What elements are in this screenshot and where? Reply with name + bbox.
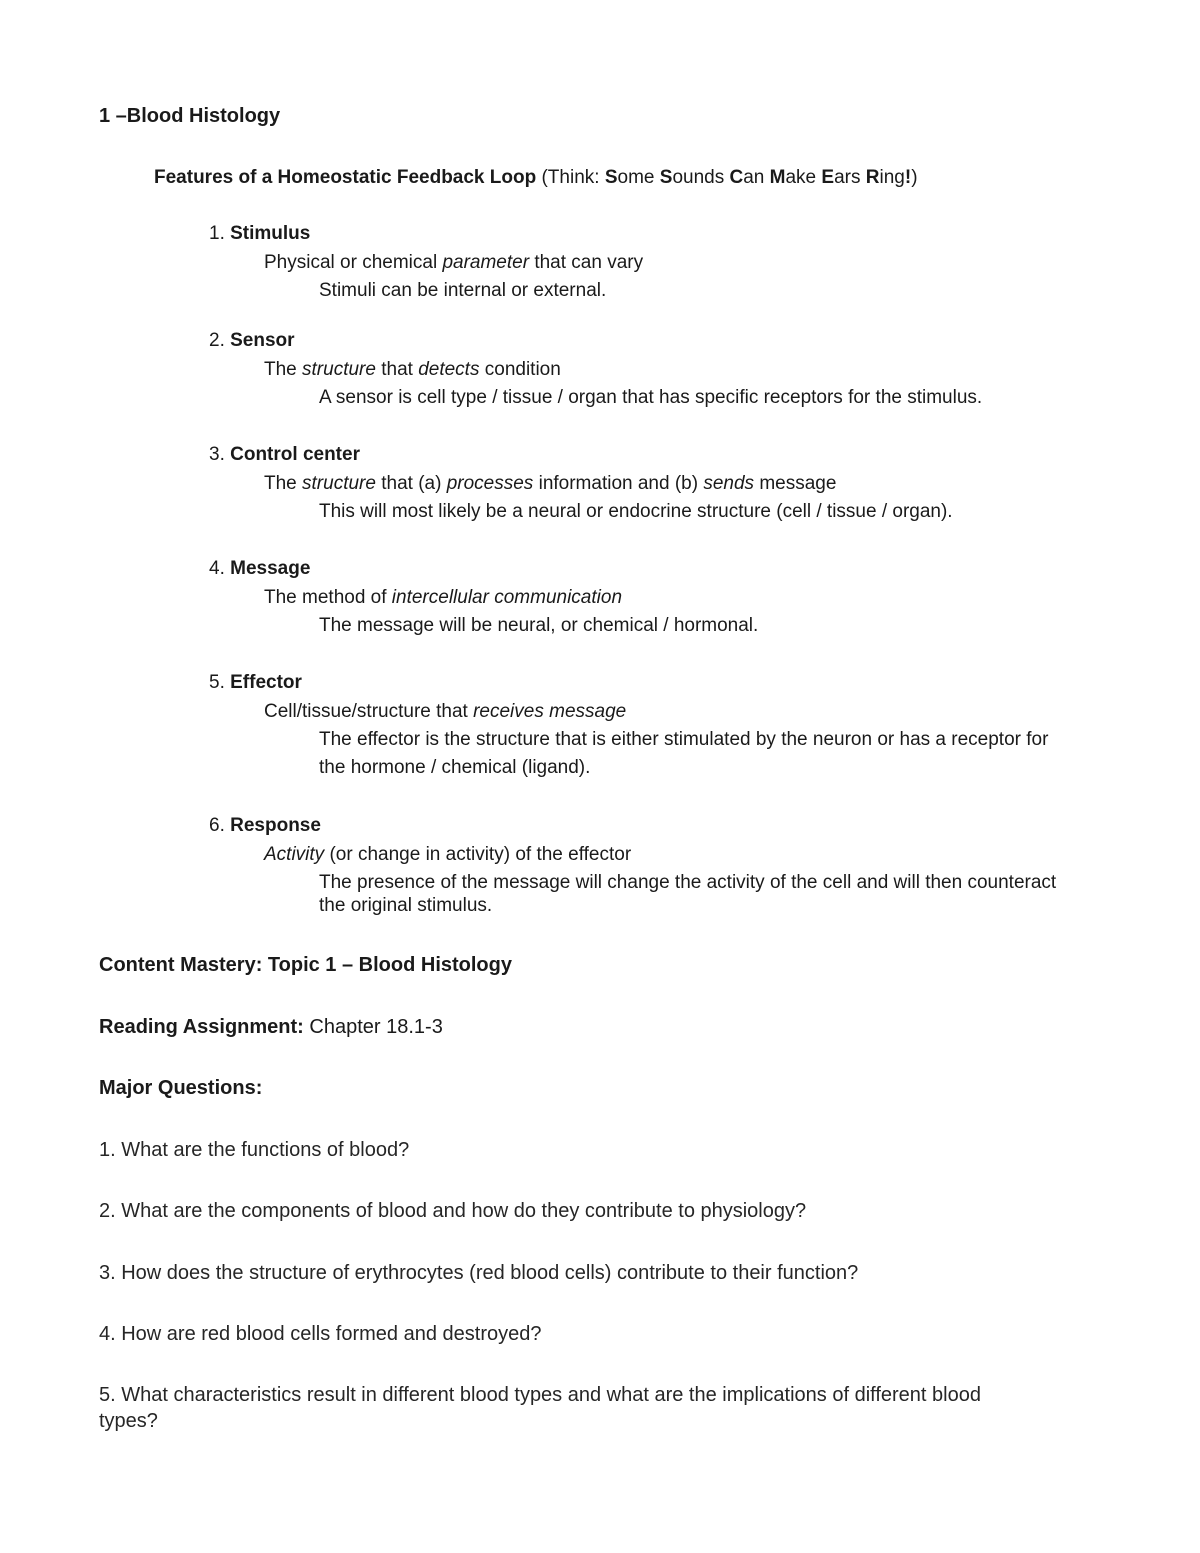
list-item-number: 4. [209,558,231,579]
mnemonic-rest: ake [785,167,822,188]
description-segment: processes [446,473,534,494]
description-segment: sends [703,473,755,494]
question-item: types? [99,1410,158,1432]
description-segment: intercellular communication [391,587,623,608]
list-item-title: Stimulus [230,223,311,244]
reading-assignment-value: Chapter 18.1-3 [303,1016,443,1038]
mnemonic-capital: S [604,167,618,188]
list-item-heading [209,815,321,837]
list-item-title: Effector [230,672,302,693]
features-heading [154,167,918,189]
mnemonic-rest: an [743,167,770,188]
description-segment: condition [479,359,561,380]
description-segment: message [754,473,837,494]
description-segment: that can vary [529,252,644,273]
list-item-title: Control center [230,444,360,465]
list-item-number: 1. [209,223,231,244]
description-segment: structure [302,359,376,380]
description-segment: parameter [442,252,530,273]
question-item: 2. What are the components of blood and how do they contribute to physiology? [99,1200,807,1222]
description-segment: that (a) [375,473,447,494]
question-item: 5. What characteristics result in different blood types and what are the implications of different blood [99,1384,981,1406]
list-item-note: This will most likely be a neural or endocrine structure (cell / tissue / organ). [319,501,953,522]
list-item-title: Message [230,558,311,579]
description-segment: that [375,359,419,380]
description-segment: (or change in activity) of the effector [324,844,632,865]
reading-assignment-label: Reading Assignment: [99,1016,304,1038]
description-segment: structure [302,473,376,494]
list-item-number: 3. [209,444,231,465]
list-item-heading [209,330,295,352]
mnemonic-rest: ing [879,167,905,188]
list-item-number: 2. [209,330,231,351]
list-item-note: A sensor is cell type / tissue / organ that has specific receptors for the stimulus. [319,387,983,408]
list-item-description [264,587,622,609]
major-questions-heading: Major Questions: [99,1077,263,1099]
list-item-description [264,252,643,274]
question-item: 3. How does the structure of erythrocytes (red blood cells) contribute to their function? [99,1262,859,1284]
description-segment: Cell/tissue/structure that [264,701,474,722]
list-item-heading [209,558,310,580]
list-item-note: Stimuli can be internal or external. [319,280,607,301]
list-item-heading [209,444,360,466]
list-item-note: the hormone / chemical (ligand). [319,757,591,778]
description-segment: receives message [473,701,627,722]
mnemonic-capital: M [769,167,786,188]
page-title: 1 –Blood Histology [99,105,281,127]
description-segment: The method of [264,587,392,608]
mnemonic-capital: R [865,167,880,188]
mnemonic-capital: C [729,167,744,188]
list-item-note: The message will be neural, or chemical / hormonal. [319,615,759,636]
question-item: 4. How are red blood cells formed and destroyed? [99,1323,542,1345]
list-item-description [264,359,561,381]
content-mastery-heading: Content Mastery: Topic 1 – Blood Histology [99,954,512,976]
mnemonic-capital: E [821,167,835,188]
mnemonic-rest: ars [834,167,866,188]
list-item-title: Sensor [230,330,295,351]
mnemonic [605,167,905,188]
list-item-note: The presence of the message will change the activity of the cell and will then counteract [319,872,1057,893]
description-segment: The [264,359,303,380]
question-item: 1. What are the functions of blood? [99,1139,410,1161]
list-item-description [264,844,631,866]
features-label: Features of a Homeostatic Feedback Loop [154,167,537,188]
description-segment: The [264,473,303,494]
description-segment: detects [418,359,480,380]
features-close: ) [911,167,918,188]
features-bang: ! [904,167,912,188]
list-item-heading [209,672,302,694]
list-item-note: the original stimulus. [319,895,493,916]
features-open: (Think: [536,167,605,188]
list-item-number: 6. [209,815,231,836]
mnemonic-rest: ounds [672,167,730,188]
mnemonic-capital: S [659,167,673,188]
list-item-heading [209,223,310,245]
description-segment: Activity [264,844,325,865]
list-item-number: 5. [209,672,231,693]
list-item-description [264,701,626,723]
list-item-title: Response [230,815,321,836]
description-segment: Physical or chemical [264,252,443,273]
mnemonic-rest: ome [617,167,660,188]
list-item-description [264,473,836,495]
description-segment: information and (b) [533,473,704,494]
list-item-note: The effector is the structure that is either stimulated by the neuron or has a receptor for [319,729,1049,750]
reading-assignment [99,1016,443,1039]
